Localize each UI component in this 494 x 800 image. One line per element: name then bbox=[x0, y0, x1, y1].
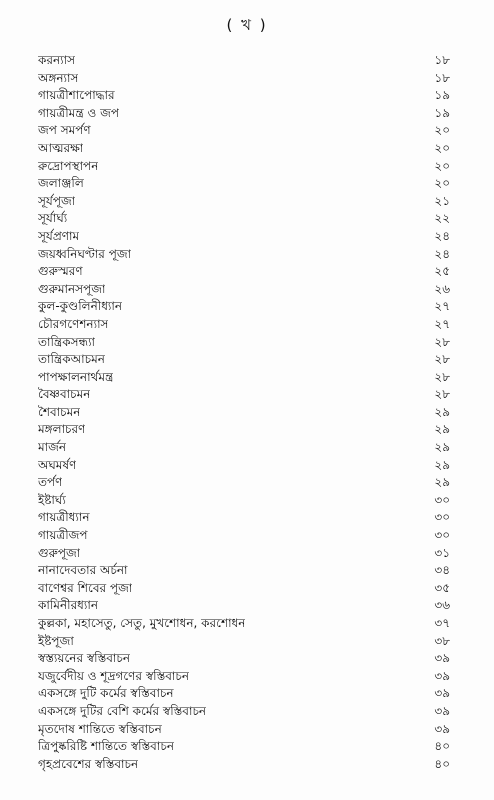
toc-entry bbox=[38, 668, 450, 686]
toc-entry-page-number: ৩০ bbox=[434, 528, 450, 543]
toc-entry-title: অঙ্গন্যাস bbox=[38, 70, 79, 85]
toc-entry-title: একসঙ্গে দুটির বেশি কর্মের স্বস্তিবাচন bbox=[38, 703, 207, 718]
toc-entry-title: কামিনীরধ্যান bbox=[38, 598, 99, 613]
toc-entry-page-number: ২২ bbox=[434, 211, 450, 226]
toc-entry bbox=[38, 70, 450, 88]
toc-entry-title: আত্মরক্ষা bbox=[38, 140, 84, 155]
toc-entry-page-number: ৩০ bbox=[434, 492, 450, 507]
toc-entry bbox=[38, 351, 450, 369]
toc-entry bbox=[38, 597, 450, 615]
toc-entry-page-number: ২৯ bbox=[434, 404, 450, 419]
toc-entry-page-number: ৩৯ bbox=[434, 686, 450, 701]
toc-entry-title: অঘমর্ষণ bbox=[38, 457, 77, 472]
toc-entry-page-number: ২০ bbox=[434, 176, 450, 191]
toc-entry bbox=[38, 210, 450, 228]
toc-entry-page-number: ২৭ bbox=[434, 316, 450, 331]
toc-entry-page-number: ২৫ bbox=[434, 264, 450, 279]
toc-entry-title: গায়ত্রীধ্যান bbox=[38, 510, 90, 525]
toc-entry-page-number: ২৪ bbox=[434, 228, 450, 243]
toc-entry bbox=[38, 615, 450, 633]
toc-entry bbox=[38, 228, 450, 246]
toc-entry bbox=[38, 386, 450, 404]
toc-entry-title: তান্ত্রিকআচমন bbox=[38, 352, 105, 367]
toc-entry bbox=[38, 703, 450, 721]
toc-entry-page-number: ৩৭ bbox=[434, 616, 450, 630]
toc-entry-page-number: ৩০ bbox=[434, 510, 450, 525]
toc-entry-title: তর্পণ bbox=[38, 475, 63, 490]
toc-entry bbox=[38, 633, 450, 651]
toc-entry-page-number: ১৯ bbox=[434, 88, 450, 103]
toc-entry-title: গায়ত্রীমন্ত্র ও জপ bbox=[38, 105, 120, 120]
toc-entry-title: ইষ্টার্ঘ্য bbox=[38, 492, 66, 507]
table-of-contents bbox=[38, 52, 450, 773]
toc-entry-page-number: ৩৪ bbox=[434, 563, 450, 578]
toc-entry-page-number: ২৯ bbox=[434, 475, 450, 490]
toc-entry bbox=[38, 492, 450, 510]
toc-entry-title: ত্রিপুষ্করিষ্টি শান্তিতে স্বস্তিবাচন bbox=[38, 739, 174, 754]
toc-entry-page-number: ১৯ bbox=[434, 105, 450, 120]
toc-entry bbox=[38, 474, 450, 492]
toc-entry-title: সূর্যপ্রণাম bbox=[38, 228, 80, 243]
toc-entry bbox=[38, 439, 450, 457]
toc-entry bbox=[38, 527, 450, 545]
toc-entry bbox=[38, 52, 450, 70]
toc-entry-page-number: ৪০ bbox=[434, 756, 450, 771]
toc-entry-page-number: ৩৯ bbox=[434, 651, 450, 666]
toc-entry bbox=[38, 509, 450, 527]
toc-entry-page-number: ৩৯ bbox=[434, 721, 450, 736]
toc-entry-title: ইষ্টপূজা bbox=[38, 633, 74, 648]
toc-entry-page-number: ২৭ bbox=[434, 299, 450, 314]
toc-entry-page-number: ২৮ bbox=[434, 369, 450, 384]
toc-entry-page-number: ২০ bbox=[434, 158, 450, 173]
toc-entry-page-number: ৩৮ bbox=[434, 633, 450, 648]
page-heading: ( খ ) bbox=[226, 16, 268, 34]
toc-entry-title: গায়ত্রীশাপোদ্ধার bbox=[38, 88, 115, 103]
toc-entry-title: সূর্যার্ঘ্য bbox=[38, 211, 68, 226]
toc-entry-title: স্বস্ত্যয়নের স্বস্তিবাচন bbox=[38, 651, 131, 666]
toc-entry bbox=[38, 193, 450, 211]
toc-entry-title: একসঙ্গে দুটি কর্মের স্বস্তিবাচন bbox=[38, 686, 174, 701]
toc-entry-page-number: ৩৬ bbox=[434, 598, 450, 613]
toc-entry-title: মৃতদোষ শান্তিতে স্বস্তিবাচন bbox=[38, 721, 162, 736]
toc-entry-title: গৃহপ্রবেশের স্বস্তিবাচন bbox=[38, 756, 139, 771]
toc-entry-page-number: ৩৯ bbox=[434, 703, 450, 718]
toc-entry-title: গুরুপূজা bbox=[38, 545, 81, 560]
toc-entry-page-number: ২৮ bbox=[434, 334, 450, 349]
toc-entry-page-number: ১৮ bbox=[434, 70, 450, 85]
toc-entry-title: কুল্লকা, মহাসেতু, সেতু, মুখশোধন, করশোধন bbox=[38, 616, 246, 630]
toc-entry-page-number: ৩৯ bbox=[434, 668, 450, 683]
toc-entry bbox=[38, 263, 450, 281]
toc-entry bbox=[38, 105, 450, 123]
toc-entry-page-number: ২০ bbox=[434, 140, 450, 155]
toc-entry-page-number: ২১ bbox=[434, 193, 450, 208]
toc-entry bbox=[38, 298, 450, 316]
toc-entry-title: জপ সমর্পণ bbox=[38, 123, 91, 138]
toc-entry-page-number: ৩১ bbox=[434, 545, 450, 560]
toc-entry bbox=[38, 756, 450, 774]
toc-entry-page-number: ২৮ bbox=[434, 387, 450, 402]
toc-entry bbox=[38, 246, 450, 264]
toc-entry bbox=[38, 404, 450, 422]
toc-entry-page-number: ২০ bbox=[434, 123, 450, 138]
toc-entry bbox=[38, 122, 450, 140]
toc-entry-title: জয়ধ্বনিঘণ্টার পূজা bbox=[38, 246, 132, 261]
toc-entry bbox=[38, 545, 450, 563]
toc-entry-title: সূর্যপূজা bbox=[38, 193, 76, 208]
toc-entry bbox=[38, 281, 450, 299]
toc-entry-title: বাণেশ্বর শিবের পূজা bbox=[38, 580, 133, 595]
toc-entry-title: রুদ্রোপস্থাপন bbox=[38, 158, 99, 173]
toc-entry-title: পাপক্ষালনার্থমন্ত্র bbox=[38, 369, 114, 384]
toc-entry bbox=[38, 334, 450, 352]
toc-entry-title: চৌরগণেশন্যাস bbox=[38, 316, 109, 331]
toc-entry-title: করন্যাস bbox=[38, 53, 76, 67]
toc-entry-page-number: ২৯ bbox=[434, 457, 450, 472]
toc-entry bbox=[38, 580, 450, 598]
toc-entry-page-number: ৩৫ bbox=[434, 580, 450, 595]
toc-entry-title: মঙ্গলাচরণ bbox=[38, 422, 86, 437]
toc-entry bbox=[38, 738, 450, 756]
toc-entry-page-number: ২৮ bbox=[434, 352, 450, 367]
toc-entry bbox=[38, 650, 450, 668]
toc-entry-page-number: ৪০ bbox=[434, 739, 450, 754]
toc-entry bbox=[38, 457, 450, 475]
toc-entry-page-number: ২৪ bbox=[434, 246, 450, 261]
toc-entry-page-number: ২৬ bbox=[434, 281, 450, 296]
toc-entry bbox=[38, 140, 450, 158]
toc-entry-title: গুরুস্মরণ bbox=[38, 264, 83, 279]
toc-entry bbox=[38, 87, 450, 105]
toc-entry-title: নানাদেবতার অর্চনা bbox=[38, 563, 128, 578]
toc-entry bbox=[38, 316, 450, 334]
toc-entry-page-number: ২৯ bbox=[434, 422, 450, 437]
toc-entry bbox=[38, 158, 450, 176]
toc-entry bbox=[38, 175, 450, 193]
toc-entry bbox=[38, 685, 450, 703]
toc-entry bbox=[38, 369, 450, 387]
toc-entry bbox=[38, 562, 450, 580]
toc-entry-title: শৈবাচমন bbox=[38, 404, 81, 419]
toc-entry bbox=[38, 721, 450, 739]
toc-entry bbox=[38, 421, 450, 439]
toc-entry-title: কুল-কুণ্ডলিনীধ্যান bbox=[38, 299, 123, 314]
toc-entry-title: জলাঞ্জলি bbox=[38, 176, 84, 191]
toc-entry-title: মার্জন bbox=[38, 440, 67, 455]
toc-entry-title: বৈষ্ণবাচমন bbox=[38, 387, 91, 402]
toc-entry-title: গায়ত্রীজপ bbox=[38, 528, 88, 543]
toc-entry-page-number: ১৮ bbox=[434, 53, 450, 67]
toc-entry-title: গুরুমানসপূজা bbox=[38, 281, 106, 296]
toc-entry-title: যজুর্বেদীয় ও শূদ্রগণের স্বস্তিবাচন bbox=[38, 668, 190, 683]
toc-entry-title: তান্ত্রিকসন্ধ্যা bbox=[38, 334, 96, 349]
toc-entry-page-number: ২৯ bbox=[434, 440, 450, 455]
